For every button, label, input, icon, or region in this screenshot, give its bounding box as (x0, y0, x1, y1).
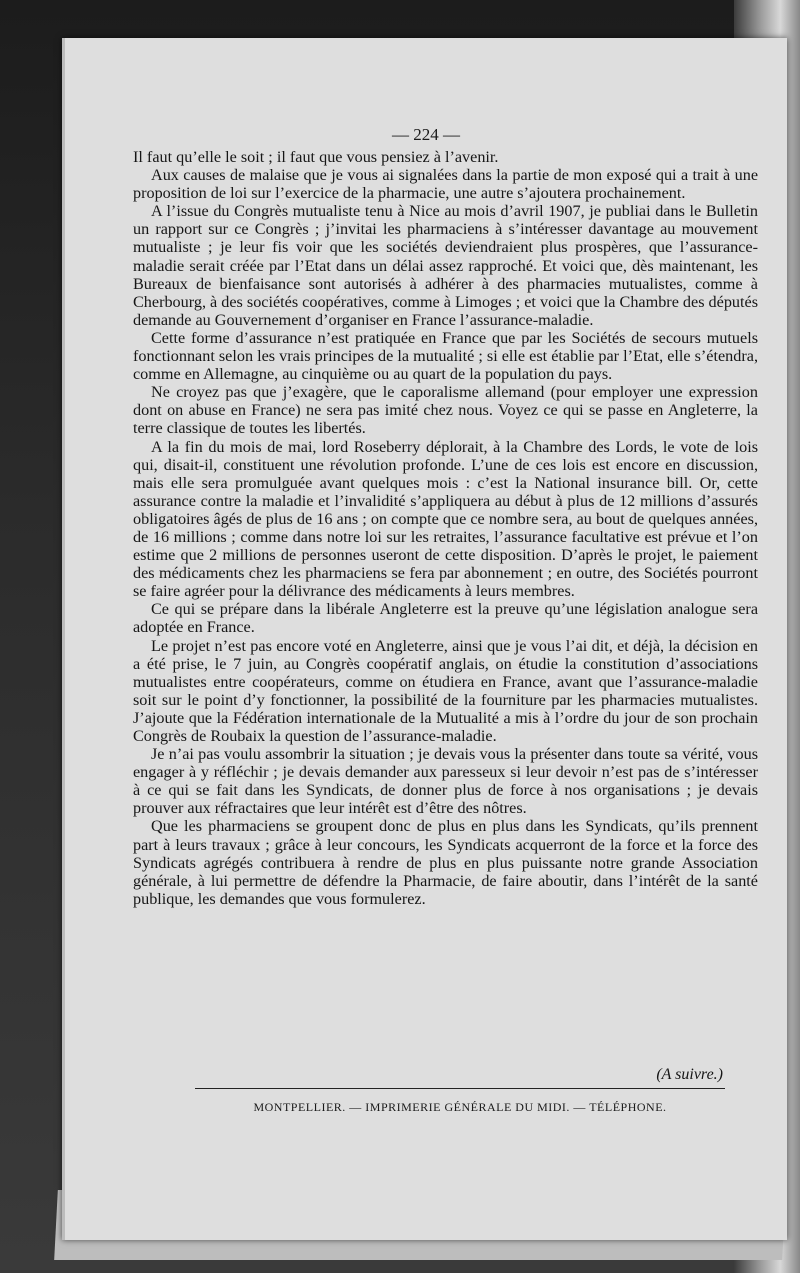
paragraph: Que les pharmaciens se groupent donc de plus en plus dans les Syndicats, qu’ils prennent part à leurs travaux ; grâce à leur concours, les Syndicats acquerront de la force et la force des Syndicats agrégés contribuera à rendre de plus en plus puissante notre grande Association générale, à lui permettre de défendre la Pharmacie, de faire aboutir, dans l’intérêt de la santé publique, les demandes que vous formulerez. (133, 817, 758, 908)
printer-footer: MONTPELLIER. — IMPRIMERIE GÉNÉRALE DU MIDI. — TÉLÉPHONE. (253, 1100, 667, 1114)
paragraph: Le projet n’est pas encore voté en Angleterre, ainsi que je vous l’ai dit, et déjà, la décision en a été prise, le 7 juin, au Congrès coopératif anglais, on étudie la constitution d’associations mutualistes entre coopérateurs, comme on étudiera en France, avant que l’assurance-maladie soit sur le point d’y fonctionner, la possibilité de la fourniture par les pharmacies mutualistes. J’ajoute que la Fédération internationale de la Mutualité a mis à l’ordre du jour de son prochain Congrès de Roubaix la question de l’assurance-maladie. (133, 636, 758, 745)
body-text (133, 148, 758, 908)
paragraph: Ce qui se prépare dans la libérale Angleterre est la preuve qu’une législation analogue sera adoptée en France. (133, 600, 758, 637)
paragraph: A l’issue du Congrès mutualiste tenu à Nice au mois d’avril 1907, je publiai dans le Bulletin un rapport sur ce Congrès ; j’invitai les pharmaciens à s’intéresser davantage au mouvement mutualiste ; je leur fis voir que les sociétés deviendraient plus prospères, que l’assurance-maladie serait créée par l’Etat dans un délai assez rapproché. Et voici que, dès maintenant, les Bureaux de bienfaisance sont autorisés à adhérer à des pharmacies mutualistes, comme à Cherbourg, à des sociétés coopératives, comme à Limoges ; et voici que la Chambre des députés demande au Gouvernement d’organiser en France l’assurance-maladie. (133, 202, 758, 329)
paragraph: Il faut qu’elle le soit ; il faut que vous pensiez à l’avenir. (133, 148, 499, 166)
paragraph: Je n’ai pas voulu assombrir la situation ; je devais vous la présenter dans toute sa vérité, vous engager à y réfléchir ; je devais demander aux paresseux si leur devoir n’est pas de s’intéresser à ce qui se fait dans les Syndicats, de donner plus de force à nos organisations ; je devais prouver aux réfractaires que leur intérêt est d’être des nôtres. (133, 745, 758, 818)
paragraph: Cette forme d’assurance n’est pratiquée en France que par les Sociétés de secours mutuels fonctionnant selon les vrais principes de la mutualité ; si elle est établie par l’Etat, elle s’étendra, comme en Allemagne, au cinquième ou au quart de la population du pays. (133, 328, 758, 384)
document-page (62, 38, 787, 1240)
to-be-continued: (A suivre.) (656, 1066, 723, 1083)
paragraph: Aux causes de malaise que je vous ai signalées dans la partie de mon exposé qui a trait à une proposition de loi sur l’exercice de la pharmacie, une autre s’ajoutera prochainement. (133, 166, 758, 203)
page-number: — 224 — (392, 125, 460, 144)
paragraph: A la fin du mois de mai, lord Roseberry déplorait, à la Chambre des Lords, le vote de lois qui, disait-il, constituent une révolution profonde. L’une de ces lois est encore en discussion, mais elle sera promulguée avant quelques mois : c’est la National insurance bill. Or, cette assurance contre la maladie et l’invalidité s’appliquera au début à plus de 12 millions d’assurés obligatoires âgés de plus de 16 ans ; on compte que ce nombre sera, au bout de quelques années, de 16 millions ; comme dans notre loi sur les retraites, l’assurance facultative est prévue et l’on estime que 2 millions de personnes useront de cette disposition. D’après le projet, le paiement des médicaments chez les pharmaciens se fera par abonnement ; en outre, des Sociétés pourront se faire agréer pour la délivrance des médicaments à leurs membres. (133, 437, 758, 601)
footer-rule (195, 1088, 725, 1089)
paragraph: Ne croyez pas que j’exagère, que le caporalisme allemand (pour employer une expression dont on abuse en France) ne sera pas imité chez nous. Voyez ce qui se passe en Angleterre, la terre classique de toutes les libertés. (133, 383, 758, 438)
